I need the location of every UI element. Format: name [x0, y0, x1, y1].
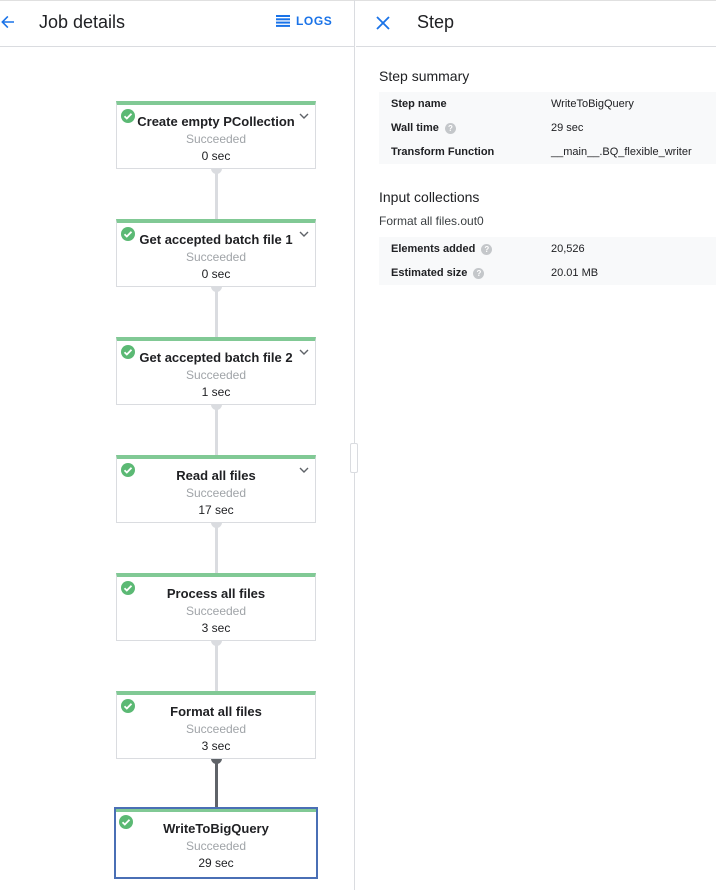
input-row-elements-added: [379, 237, 716, 261]
graph-node-write-to-bigquery[interactable]: [114, 807, 318, 879]
node-time: 3 sec: [201, 739, 231, 753]
graph-edge: [215, 286, 218, 340]
row-value: 29 sec: [551, 122, 584, 134]
page-title: Job details: [39, 12, 126, 32]
row-value: 20,526: [551, 243, 585, 255]
node-time: 0 sec: [201, 149, 231, 163]
row-value: __main__.BQ_flexible_writer: [551, 146, 692, 158]
node-status: Succeeded: [185, 250, 247, 264]
node-status: Succeeded: [185, 368, 247, 382]
node-title: Create empty PCollection: [137, 114, 295, 129]
close-icon[interactable]: [375, 15, 391, 31]
pipeline-graph: [0, 48, 354, 890]
step-header: [356, 0, 716, 47]
node-time: 0 sec: [201, 267, 231, 281]
summary-row-step-name: [379, 92, 716, 116]
list-icon: [276, 15, 290, 27]
chevron-down-icon[interactable]: [299, 112, 309, 120]
summary-row-wall-time: [379, 116, 716, 140]
row-key-text: Elements added: [391, 243, 476, 255]
graph-node-format-all-files[interactable]: [116, 691, 316, 759]
graph-node-get-accepted-batch-file-2[interactable]: [116, 337, 316, 405]
node-status: Succeeded: [185, 839, 247, 853]
help-icon[interactable]: ?: [445, 123, 456, 134]
chevron-down-icon[interactable]: [299, 348, 309, 356]
node-status: Succeeded: [185, 486, 247, 500]
step-title: Step: [417, 12, 455, 32]
job-details-header: [0, 0, 354, 47]
node-title: WriteToBigQuery: [163, 821, 269, 836]
node-title: Read all files: [176, 468, 256, 483]
node-time: 1 sec: [201, 385, 231, 399]
graph-edge-selected: [215, 758, 218, 810]
step-summary-table: [379, 92, 716, 164]
row-key: [391, 98, 447, 110]
graph-node-get-accepted-batch-file-1[interactable]: [116, 219, 316, 287]
graph-edge: [215, 404, 218, 458]
row-key: [391, 267, 484, 279]
input-collections-heading: Input collections: [379, 189, 480, 205]
step-summary-heading: Step summary: [379, 68, 470, 84]
node-status-bar: [116, 809, 316, 812]
logs-label: LOGS: [296, 14, 333, 28]
summary-row-transform-function: [379, 140, 716, 164]
node-status: Succeeded: [185, 722, 247, 736]
row-key-text: Estimated size: [391, 267, 468, 279]
row-value: WriteToBigQuery: [551, 98, 634, 110]
node-time: 3 sec: [201, 621, 231, 635]
row-key: [391, 146, 494, 158]
chevron-down-icon[interactable]: [299, 466, 309, 474]
graph-node-read-all-files[interactable]: [116, 455, 316, 523]
input-collection-name: Format all files.out0: [379, 214, 484, 228]
node-status: Succeeded: [185, 132, 247, 146]
step-panel: [356, 0, 716, 890]
row-key-text: Transform Function: [391, 146, 495, 158]
graph-node-create-empty-pcollection[interactable]: [116, 101, 316, 169]
node-title: Format all files: [170, 704, 262, 719]
input-row-estimated-size: [379, 261, 716, 285]
node-title: Get accepted batch file 1: [139, 232, 293, 247]
node-time: 17 sec: [198, 503, 234, 517]
graph-edge: [215, 640, 218, 694]
chevron-down-icon[interactable]: [299, 230, 309, 238]
input-collections-table: [379, 237, 716, 285]
row-key: [391, 243, 492, 255]
graph-node-process-all-files[interactable]: [116, 573, 316, 641]
row-key-text: Wall time: [391, 122, 439, 134]
row-key: [391, 122, 456, 134]
help-icon[interactable]: ?: [473, 268, 484, 279]
help-icon[interactable]: ?: [481, 244, 492, 255]
node-title: Process all files: [166, 586, 266, 601]
graph-edge: [215, 522, 218, 576]
graph-edge: [215, 168, 218, 222]
row-value: 20.01 MB: [551, 267, 599, 279]
node-time: 29 sec: [198, 856, 234, 870]
logs-button[interactable]: [276, 14, 332, 28]
back-arrow-icon[interactable]: [0, 13, 18, 31]
node-title: Get accepted batch file 2: [139, 350, 293, 365]
node-status: Succeeded: [185, 604, 247, 618]
row-key-text: Step name: [391, 98, 447, 110]
job-details-panel: [0, 0, 355, 890]
